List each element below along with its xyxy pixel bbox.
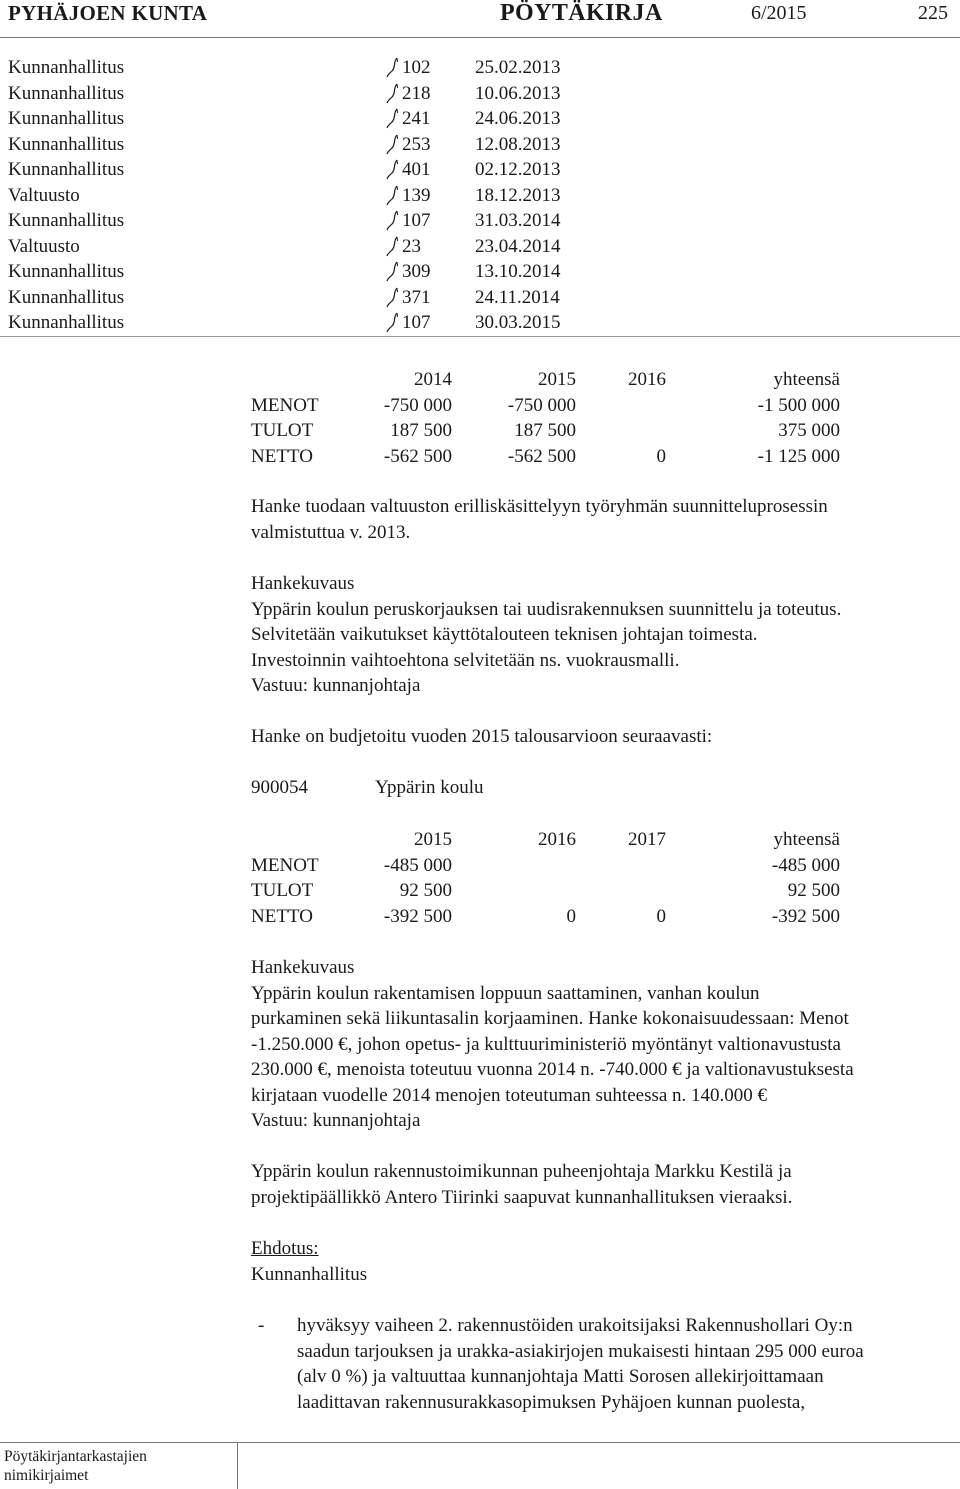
text-line: valmistuttua v. 2013.: [251, 521, 411, 543]
footer-divider: [0, 1442, 960, 1443]
reference-number: 401: [402, 159, 431, 180]
reference-row: [8, 310, 708, 336]
text-line: nimikirjaimet: [4, 1467, 89, 1484]
description-heading: Hankekuvaus: [251, 957, 355, 978]
table-cell: -750 000: [383, 394, 452, 416]
section-sign-icon: [384, 133, 400, 155]
reference-body: Kunnanhallitus: [8, 286, 125, 308]
reference-body: Kunnanhallitus: [8, 210, 125, 231]
proposal-body: Kunnanhallitus: [251, 1263, 368, 1285]
row-label: TULOT: [251, 420, 314, 441]
section-sign-icon: [384, 209, 400, 231]
reference-date: 23.04.2014: [475, 235, 561, 257]
text-line: purkaminen sekä liikuntasalin korjaaminen. Hanke kokonaisuudessaan: Menot: [251, 1008, 849, 1029]
reference-body: Valtuusto: [8, 184, 80, 206]
table-row: [251, 393, 851, 419]
text-line: Hanke on budjetoitu vuoden 2015 talousarvioon seuraavasti:: [251, 726, 713, 747]
table-cell: yhteensä: [773, 369, 840, 390]
text-line: Yppärin koulun rakennustoimikunnan puheenjohtaja Markku Kestilä ja: [251, 1161, 792, 1182]
project-description-1: [251, 571, 941, 699]
text-line: saadun tarjouksen ja urakka-asiakirjojen mukaisesti hintaan 295 000 euroa: [297, 1340, 864, 1362]
table-cell: -1 500 000: [757, 394, 840, 416]
reference-divider: [0, 336, 960, 337]
table-cell: 2015: [538, 369, 576, 390]
reference-row: [8, 55, 708, 81]
reference-body: Kunnanhallitus: [8, 133, 125, 155]
section-sign-icon: [384, 158, 400, 180]
reference-date: 02.12.2013: [475, 159, 561, 180]
reference-number: 218: [402, 82, 431, 104]
table-cell: 2016: [538, 829, 576, 850]
section-sign-icon: [384, 235, 400, 257]
reference-number: 102: [402, 57, 431, 78]
table-row: [251, 418, 851, 444]
reference-number: 107: [402, 210, 431, 231]
row-label: MENOT: [251, 854, 319, 876]
table-cell: 92 500: [787, 880, 840, 901]
reference-row: [8, 259, 708, 285]
row-label: NETTO: [251, 445, 313, 467]
project-name: Yppärin koulu: [375, 777, 484, 798]
reference-date: 24.06.2013: [475, 108, 561, 129]
reference-date: 12.08.2013: [475, 133, 561, 155]
reference-row: [8, 234, 708, 260]
reference-row: [8, 106, 708, 132]
table-cell: 2017: [628, 829, 666, 850]
reference-date: 10.06.2013: [475, 82, 561, 104]
reference-row: [8, 208, 708, 234]
proposal-item: [297, 1313, 864, 1415]
table-cell: 0: [656, 905, 666, 927]
session-number: 6/2015: [751, 2, 807, 24]
responsibility-line: Vastuu: kunnanjohtaja: [251, 1110, 421, 1131]
section-sign-icon: [384, 107, 400, 129]
reference-number: 253: [402, 133, 431, 155]
reference-date: 30.03.2015: [475, 312, 561, 333]
row-label: NETTO: [251, 905, 313, 927]
table-row: [251, 367, 851, 393]
reference-row: [8, 157, 708, 183]
row-label: MENOT: [251, 394, 319, 416]
section-sign-icon: [384, 56, 400, 78]
reference-number: 309: [402, 261, 431, 282]
reference-body: Kunnanhallitus: [8, 82, 125, 104]
project-code: 900054: [251, 777, 308, 798]
reference-number: 241: [402, 108, 431, 129]
proposal-section: [251, 1236, 941, 1287]
table-cell: 2016: [628, 369, 666, 390]
table-row: [251, 827, 851, 853]
reference-row: [8, 81, 708, 107]
reference-number: 371: [402, 286, 431, 308]
proposal-label: Ehdotus:: [251, 1238, 319, 1259]
reference-date: 24.11.2014: [475, 286, 560, 308]
table-cell: 2014: [414, 369, 452, 390]
text-line: Hanke tuodaan valtuuston erilliskäsittelyyn työryhmän suunnitteluprosessin: [251, 496, 828, 517]
reference-body: Valtuusto: [8, 235, 80, 257]
table-cell: 187 500: [514, 420, 576, 441]
budget-statement: [251, 724, 941, 750]
reference-date: 31.03.2014: [475, 210, 561, 231]
page-number: 225: [918, 2, 948, 24]
section-sign-icon: [384, 311, 400, 333]
table-cell: -562 500: [507, 445, 576, 467]
table-cell: 375 000: [778, 420, 840, 441]
visitors-paragraph: [251, 1159, 941, 1210]
reference-date: 13.10.2014: [475, 261, 561, 282]
text-line: projektipäällikkö Antero Tiirinki saapuvat kunnanhallituksen vieraaksi.: [251, 1186, 793, 1208]
text-line: hyväksyy vaiheen 2. rakennustöiden urakoitsijaksi Rakennushollari Oy:n: [297, 1315, 853, 1336]
table-cell: -485 000: [771, 854, 840, 876]
responsibility-line: Vastuu: kunnanjohtaja: [251, 675, 421, 696]
table-cell: 0: [656, 445, 666, 467]
text-line: 230.000 €, menoista toteutuu vuonna 2014 n. -740.000 € ja valtionavustuksesta: [251, 1059, 854, 1080]
footer-vertical-divider: [237, 1442, 238, 1489]
reference-row: [8, 132, 708, 158]
reference-number: 139: [402, 184, 431, 206]
reference-date: 18.12.2013: [475, 184, 561, 206]
text-line: -1.250.000 €, johon opetus- ja kulttuuriministeriö myöntänyt valtionavustusta: [251, 1033, 841, 1055]
table-cell: 2015: [414, 829, 452, 850]
table-cell: -485 000: [383, 854, 452, 876]
section-sign-icon: [384, 184, 400, 206]
text-line: Yppärin koulun rakentamisen loppuun saattaminen, vanhan koulun: [251, 982, 760, 1004]
financial-table-2: [251, 827, 851, 929]
text-line: Pöytäkirjantarkastajien: [4, 1448, 147, 1465]
municipality-name: PYHÄJOEN KUNTA: [8, 1, 208, 25]
description-heading: Hankekuvaus: [251, 573, 355, 594]
header-divider: [0, 37, 960, 38]
financial-table-1: [251, 367, 851, 469]
project-description-2: [251, 955, 941, 1134]
list-bullet: -: [258, 1315, 265, 1336]
table-row: [251, 904, 851, 930]
reference-row: [8, 285, 708, 311]
section-sign-icon: [384, 260, 400, 282]
reference-number: 23: [402, 235, 421, 257]
reference-body: Kunnanhallitus: [8, 159, 125, 180]
text-line: Yppärin koulun peruskorjauksen tai uudisrakennuksen suunnittelu ja toteutus.: [251, 598, 842, 620]
text-line: laadittavan rakennusurakkasopimuksen Pyhäjoen kunnan puolesta,: [297, 1391, 806, 1413]
table-row: [251, 853, 851, 879]
text-line: (alv 0 %) ja valtuuttaa kunnanjohtaja Matti Sorosen allekirjoittamaan: [297, 1366, 824, 1387]
text-line: Investoinnin vaihtoehtona selvitetään ns. vuokrausmalli.: [251, 649, 680, 671]
table-row: [251, 444, 851, 470]
reference-body: Kunnanhallitus: [8, 261, 125, 282]
row-label: TULOT: [251, 880, 314, 901]
table-row: [251, 878, 851, 904]
table-cell: -392 500: [771, 905, 840, 927]
footer-label: [4, 1447, 147, 1485]
table-cell: -392 500: [383, 905, 452, 927]
section-sign-icon: [384, 82, 400, 104]
text-line: Selvitetään vaikutukset käyttötalouteen teknisen johtajan toimesta.: [251, 624, 758, 645]
table-cell: -750 000: [507, 394, 576, 416]
table-cell: 187 500: [390, 420, 452, 441]
reference-number: 107: [402, 312, 431, 333]
reference-body: Kunnanhallitus: [8, 57, 125, 78]
table-cell: yhteensä: [773, 829, 840, 850]
document-type: PÖYTÄKIRJA: [500, 0, 663, 26]
reference-date: 25.02.2013: [475, 57, 561, 78]
table-cell: -1 125 000: [757, 445, 840, 467]
table-cell: 92 500: [399, 880, 452, 901]
text-line: kirjataan vuodelle 2014 menojen toteutuman suhteessa n. 140.000 €: [251, 1084, 768, 1106]
table-cell: -562 500: [383, 445, 452, 467]
reference-body: Kunnanhallitus: [8, 108, 125, 129]
table-cell: 0: [566, 905, 576, 927]
reference-row: [8, 183, 708, 209]
section-sign-icon: [384, 286, 400, 308]
intro-paragraph: [251, 494, 941, 545]
reference-body: Kunnanhallitus: [8, 312, 125, 333]
